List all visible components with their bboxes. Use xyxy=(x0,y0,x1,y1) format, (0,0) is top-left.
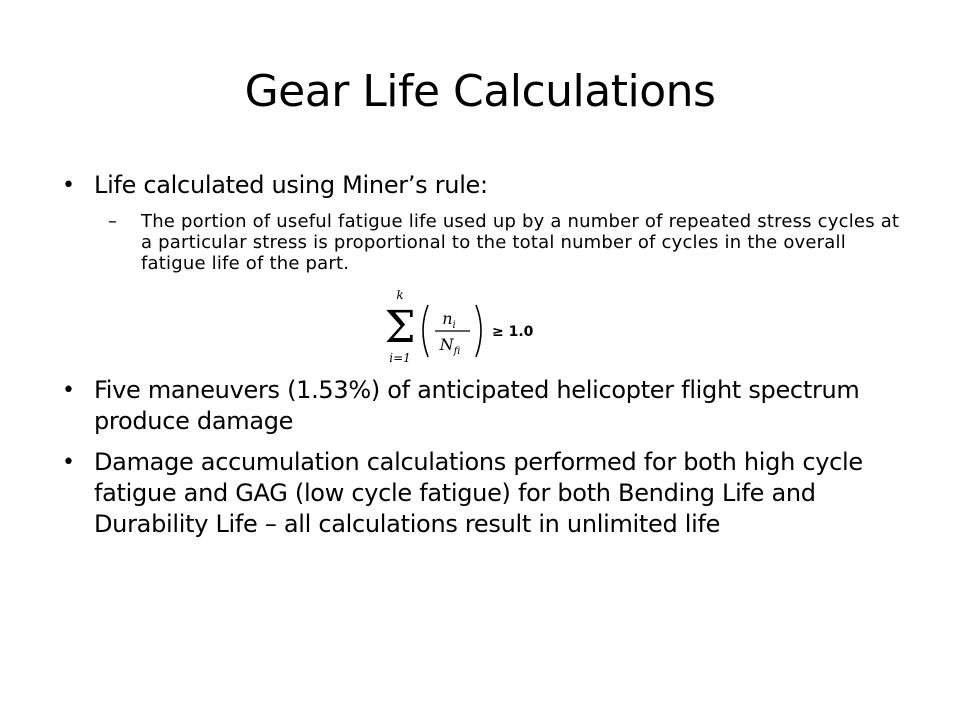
sub-bullet-miners-definition xyxy=(108,211,911,274)
bullet-damage-accumulation xyxy=(62,447,914,540)
bullet-text: Damage accumulation calculations performed for both high cycle fatigue and GAG (low cycle fatigue) for both Bending Life and Durability Life – all calculations result in unlimited life xyxy=(94,448,863,538)
svg-text:ni xyxy=(442,309,456,331)
formula-sigma: Σ xyxy=(384,302,416,353)
formula-numerator-sub: i xyxy=(452,320,456,331)
formula-left-paren xyxy=(423,305,428,357)
bullet-text: Life calculated using Miner’s rule: xyxy=(94,171,488,199)
formula-right-paren xyxy=(476,305,481,357)
formula-numerator: n xyxy=(442,309,453,328)
bullet-dot-icon: • xyxy=(62,173,75,198)
slide-title: Gear Life Calculations xyxy=(244,66,716,117)
svg-text:Nfi xyxy=(439,335,461,357)
formula-index: i=1 xyxy=(389,351,411,365)
miners-rule-formula xyxy=(368,285,558,367)
bullet-dot-icon: • xyxy=(62,450,75,475)
sub-bullet-text: The portion of useful fatigue life used up by a number of repeated stress cycles at a particular stress is proportional to the total number of cycles in the overall fatigue life of the part. xyxy=(141,211,900,274)
formula-denominator: N xyxy=(439,335,454,354)
sub-bullet-dash-icon: – xyxy=(108,211,118,232)
formula-relation: ≥ 1.0 xyxy=(492,324,534,340)
formula-upper-limit: k xyxy=(396,288,404,302)
bullet-text: Five maneuvers (1.53%) of anticipated helicopter flight spectrum produce damage xyxy=(94,376,860,435)
formula-denominator-sub: fi xyxy=(453,346,461,357)
bullet-five-maneuvers xyxy=(62,375,914,437)
bullet-dot-icon: • xyxy=(62,378,75,403)
bullet-miners-rule xyxy=(62,170,914,201)
